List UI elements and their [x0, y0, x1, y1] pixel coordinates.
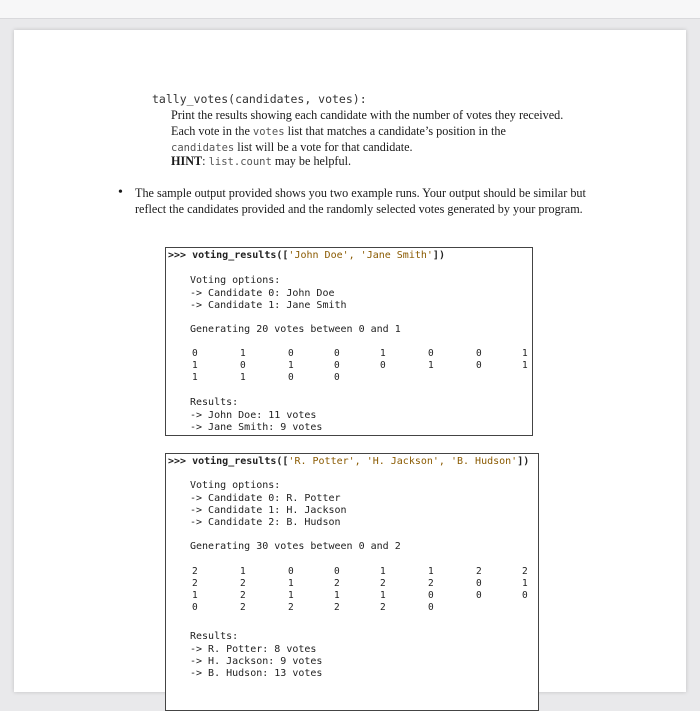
- command-line: [168, 456, 529, 467]
- vote-cell: 0: [192, 602, 198, 613]
- bullet-text: The sample output provided shows you two example runs. Your output should be similar but reflect the candidates provided and the randomly selected votes generated by your program.: [135, 186, 586, 216]
- command-args: 'R. Potter', 'H. Jackson', 'B. Hudson': [288, 456, 518, 467]
- command-suffix: ]): [517, 456, 530, 467]
- vote-cell: 1: [240, 372, 246, 383]
- vote-cell: 2: [334, 602, 340, 613]
- function-description: [171, 108, 641, 157]
- vote-cell: 2: [334, 578, 340, 589]
- result-line: -> B. Hudson: 13 votes: [190, 668, 323, 679]
- vote-cell: 1: [428, 566, 434, 577]
- command-args: 'John Doe', 'Jane Smith': [288, 250, 433, 261]
- command-prefix: >>> voting_results([: [168, 456, 289, 467]
- vote-cell: 0: [288, 372, 294, 383]
- vote-cell: 0: [428, 590, 434, 601]
- option-line: -> Candidate 1: H. Jackson: [190, 505, 347, 516]
- result-line: -> H. Jackson: 9 votes: [190, 656, 323, 667]
- result-line: -> John Doe: 11 votes: [190, 410, 317, 421]
- voting-options-label: Voting options:: [190, 275, 281, 286]
- vote-cell: 1: [240, 348, 246, 359]
- vote-cell: 0: [334, 372, 340, 383]
- vote-cell: 0: [192, 348, 198, 359]
- vote-cell: 2: [522, 566, 528, 577]
- votes-code: votes: [252, 125, 285, 138]
- results-label: Results:: [190, 397, 239, 408]
- vote-cell: 0: [476, 360, 482, 371]
- vote-cell: 1: [380, 348, 386, 359]
- vote-cell: 1: [522, 348, 528, 359]
- vote-cell: 0: [334, 348, 340, 359]
- desc-text: Each vote in the: [171, 123, 253, 138]
- vote-cell: 1: [288, 578, 294, 589]
- vote-cell: 2: [288, 602, 294, 613]
- vote-cell: 0: [334, 566, 340, 577]
- voting-options-label: Voting options:: [190, 480, 281, 491]
- generating-line: Generating 30 votes between 0 and 2: [190, 541, 401, 552]
- vote-cell: 1: [288, 590, 294, 601]
- desc-text: list that matches a candidate’s position in the: [284, 123, 506, 138]
- result-line: -> R. Potter: 8 votes: [190, 644, 317, 655]
- sample-output-2: [165, 453, 539, 711]
- vote-cell: 1: [380, 566, 386, 577]
- results-label: Results:: [190, 631, 239, 642]
- vote-cell: 0: [334, 360, 340, 371]
- command-prefix: >>> voting_results([: [168, 250, 289, 261]
- vote-cell: 1: [240, 566, 246, 577]
- option-line: -> Candidate 0: R. Potter: [190, 493, 341, 504]
- option-line: -> Candidate 2: B. Hudson: [190, 517, 341, 528]
- result-line: -> Jane Smith: 9 votes: [190, 422, 323, 433]
- desc-line-1: Print the results showing each candidate with the number of votes they received.: [171, 108, 564, 122]
- desc-text: list will be a vote for that candidate.: [234, 140, 413, 155]
- window-top-strip: [0, 0, 700, 19]
- vote-cell: 0: [428, 348, 434, 359]
- option-line: -> Candidate 1: Jane Smith: [190, 300, 347, 311]
- vote-cell: 0: [522, 590, 528, 601]
- vote-cell: 1: [522, 578, 528, 589]
- vote-cell: 2: [240, 578, 246, 589]
- vote-cell: 0: [476, 578, 482, 589]
- vote-cell: 0: [240, 360, 246, 371]
- vote-cell: 1: [334, 590, 340, 601]
- candidates-code: candidates: [171, 142, 235, 155]
- generating-line: Generating 20 votes between 0 and 1: [190, 324, 401, 335]
- vote-cell: 1: [192, 372, 198, 383]
- vote-cell: 2: [192, 566, 198, 577]
- vote-cell: 2: [428, 578, 434, 589]
- vote-cell: 0: [288, 348, 294, 359]
- sample-output-1: [165, 247, 533, 436]
- hint-text: may be helpful.: [271, 154, 352, 168]
- vote-cell: 2: [476, 566, 482, 577]
- vote-cell: 1: [522, 360, 528, 371]
- hint-label: HINT: [171, 154, 203, 168]
- hint-code: list.count: [208, 156, 272, 168]
- hint: HINT: list.count may be helpful.: [171, 154, 352, 168]
- vote-cell: 1: [380, 590, 386, 601]
- vote-cell: 2: [380, 602, 386, 613]
- vote-cell: 0: [380, 360, 386, 371]
- vote-cell: 1: [192, 590, 198, 601]
- option-line: -> Candidate 0: John Doe: [190, 288, 335, 299]
- command-suffix: ]): [432, 250, 445, 261]
- desc-line-2: [171, 124, 641, 141]
- vote-cell: 0: [476, 590, 482, 601]
- vote-cell: 1: [288, 360, 294, 371]
- vote-cell: 2: [240, 590, 246, 601]
- document-page: [14, 30, 686, 692]
- vote-cell: 0: [288, 566, 294, 577]
- command-line: [168, 250, 445, 261]
- vote-cell: 1: [192, 360, 198, 371]
- vote-cell: 2: [380, 578, 386, 589]
- function-signature: tally_votes(candidates, votes):: [152, 92, 367, 106]
- vote-cell: 1: [428, 360, 434, 371]
- bullet-icon: •: [118, 185, 123, 200]
- vote-cell: 0: [476, 348, 482, 359]
- vote-cell: 2: [192, 578, 198, 589]
- vote-cell: 2: [240, 602, 246, 613]
- vote-cell: 0: [428, 602, 434, 613]
